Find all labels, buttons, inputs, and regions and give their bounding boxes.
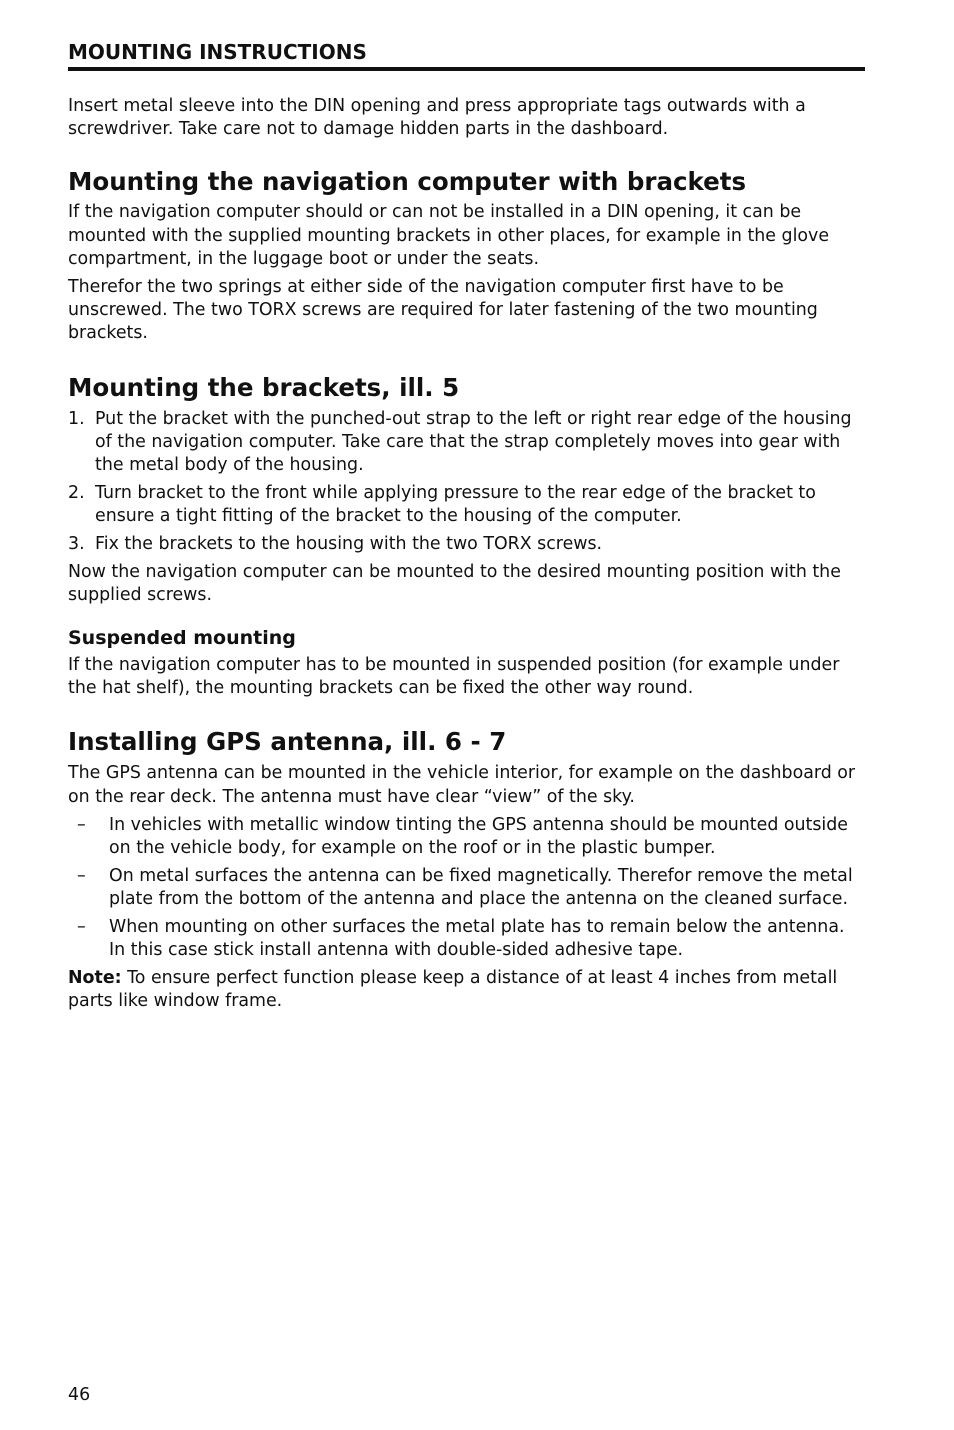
step-text: Put the bracket with the punched-out strap to the left or right rear edge of the housing of the navigation computer. Take care that the strap completely moves into gear with the metal body of the housing. [95,408,852,476]
step-text: Turn bracket to the front while applying pressure to the rear edge of the bracket to ensure a tight fitting of the bracket to the housing of the computer. [95,482,816,527]
page-number: 46 [68,1385,91,1405]
bullet-list [68,814,865,962]
paragraph: Now the navigation computer can be mounted to the desired mounting position with the supplied screws. [68,561,841,605]
dash-bullet: – [77,814,86,835]
paragraph: Therefor the two springs at either side of the navigation computer first have to be unscrewed. The two TORX screws are required for later fastening of the two mounting brackets. [68,277,818,344]
paragraph: The GPS antenna can be mounted in the vehicle interior, for example on the dashboard or on the rear deck. The antenna must have clear “view” of the sky. [68,763,856,807]
note-text: To ensure perfect function please keep a distance of at least 4 inches from metall parts like window frame. [68,967,838,1012]
heading-installing-gps-antenna: Installing GPS antenna, ill. 6 - 7 [68,727,507,757]
list-item [68,814,865,860]
paragraph: If the navigation computer should or can not be installed in a DIN opening, it can be mounted with the supplied mounting brackets in other places, for example in the glove compartment, in the luggage boot or under the seats. [68,202,830,269]
heading-mounting-brackets: Mounting the brackets, ill. 5 [68,372,460,402]
heading-mounting-with-brackets: Mounting the navigation computer with brackets [68,167,747,197]
paragraph: If the navigation computer has to be mounted in suspended position (for example under the hat shelf), the mounting brackets can be fixed the other way round. [68,655,840,699]
running-header: MOUNTING INSTRUCTIONS [68,38,865,71]
list-item [68,408,865,478]
bullet-text: When mounting on other surfaces the metal plate has to remain below the antenna. In this case stick install antenna with double-sided adhesive tape. [109,916,845,961]
list-item [68,482,865,528]
intro-paragraph: Insert metal sleeve into the DIN opening and press appropriate tags outwards with a screwdriver. Take care not to damage hidden parts in the dashboard. [68,96,806,140]
step-text: Fix the brackets to the housing with the two TORX screws. [95,533,603,554]
step-number: 2. [68,482,85,503]
list-item [68,916,865,962]
step-number: 3. [68,533,85,554]
steps-list [68,408,865,556]
document-page [68,38,865,1013]
note-label: Note: [68,967,122,988]
list-item [68,533,865,556]
dash-bullet: – [77,916,86,937]
step-number: 1. [68,408,85,429]
bullet-text: In vehicles with metallic window tinting the GPS antenna should be mounted outside on the vehicle body, for example on the roof or in the plastic bumper. [109,814,848,859]
bullet-text: On metal surfaces the antenna can be fixed magnetically. Therefor remove the metal plate from the bottom of the antenna and place the antenna on the cleaned surface. [109,865,853,910]
list-item [68,865,865,911]
dash-bullet: – [77,865,86,886]
note-paragraph [68,967,865,1013]
subheading-suspended-mounting: Suspended mounting [68,627,296,650]
